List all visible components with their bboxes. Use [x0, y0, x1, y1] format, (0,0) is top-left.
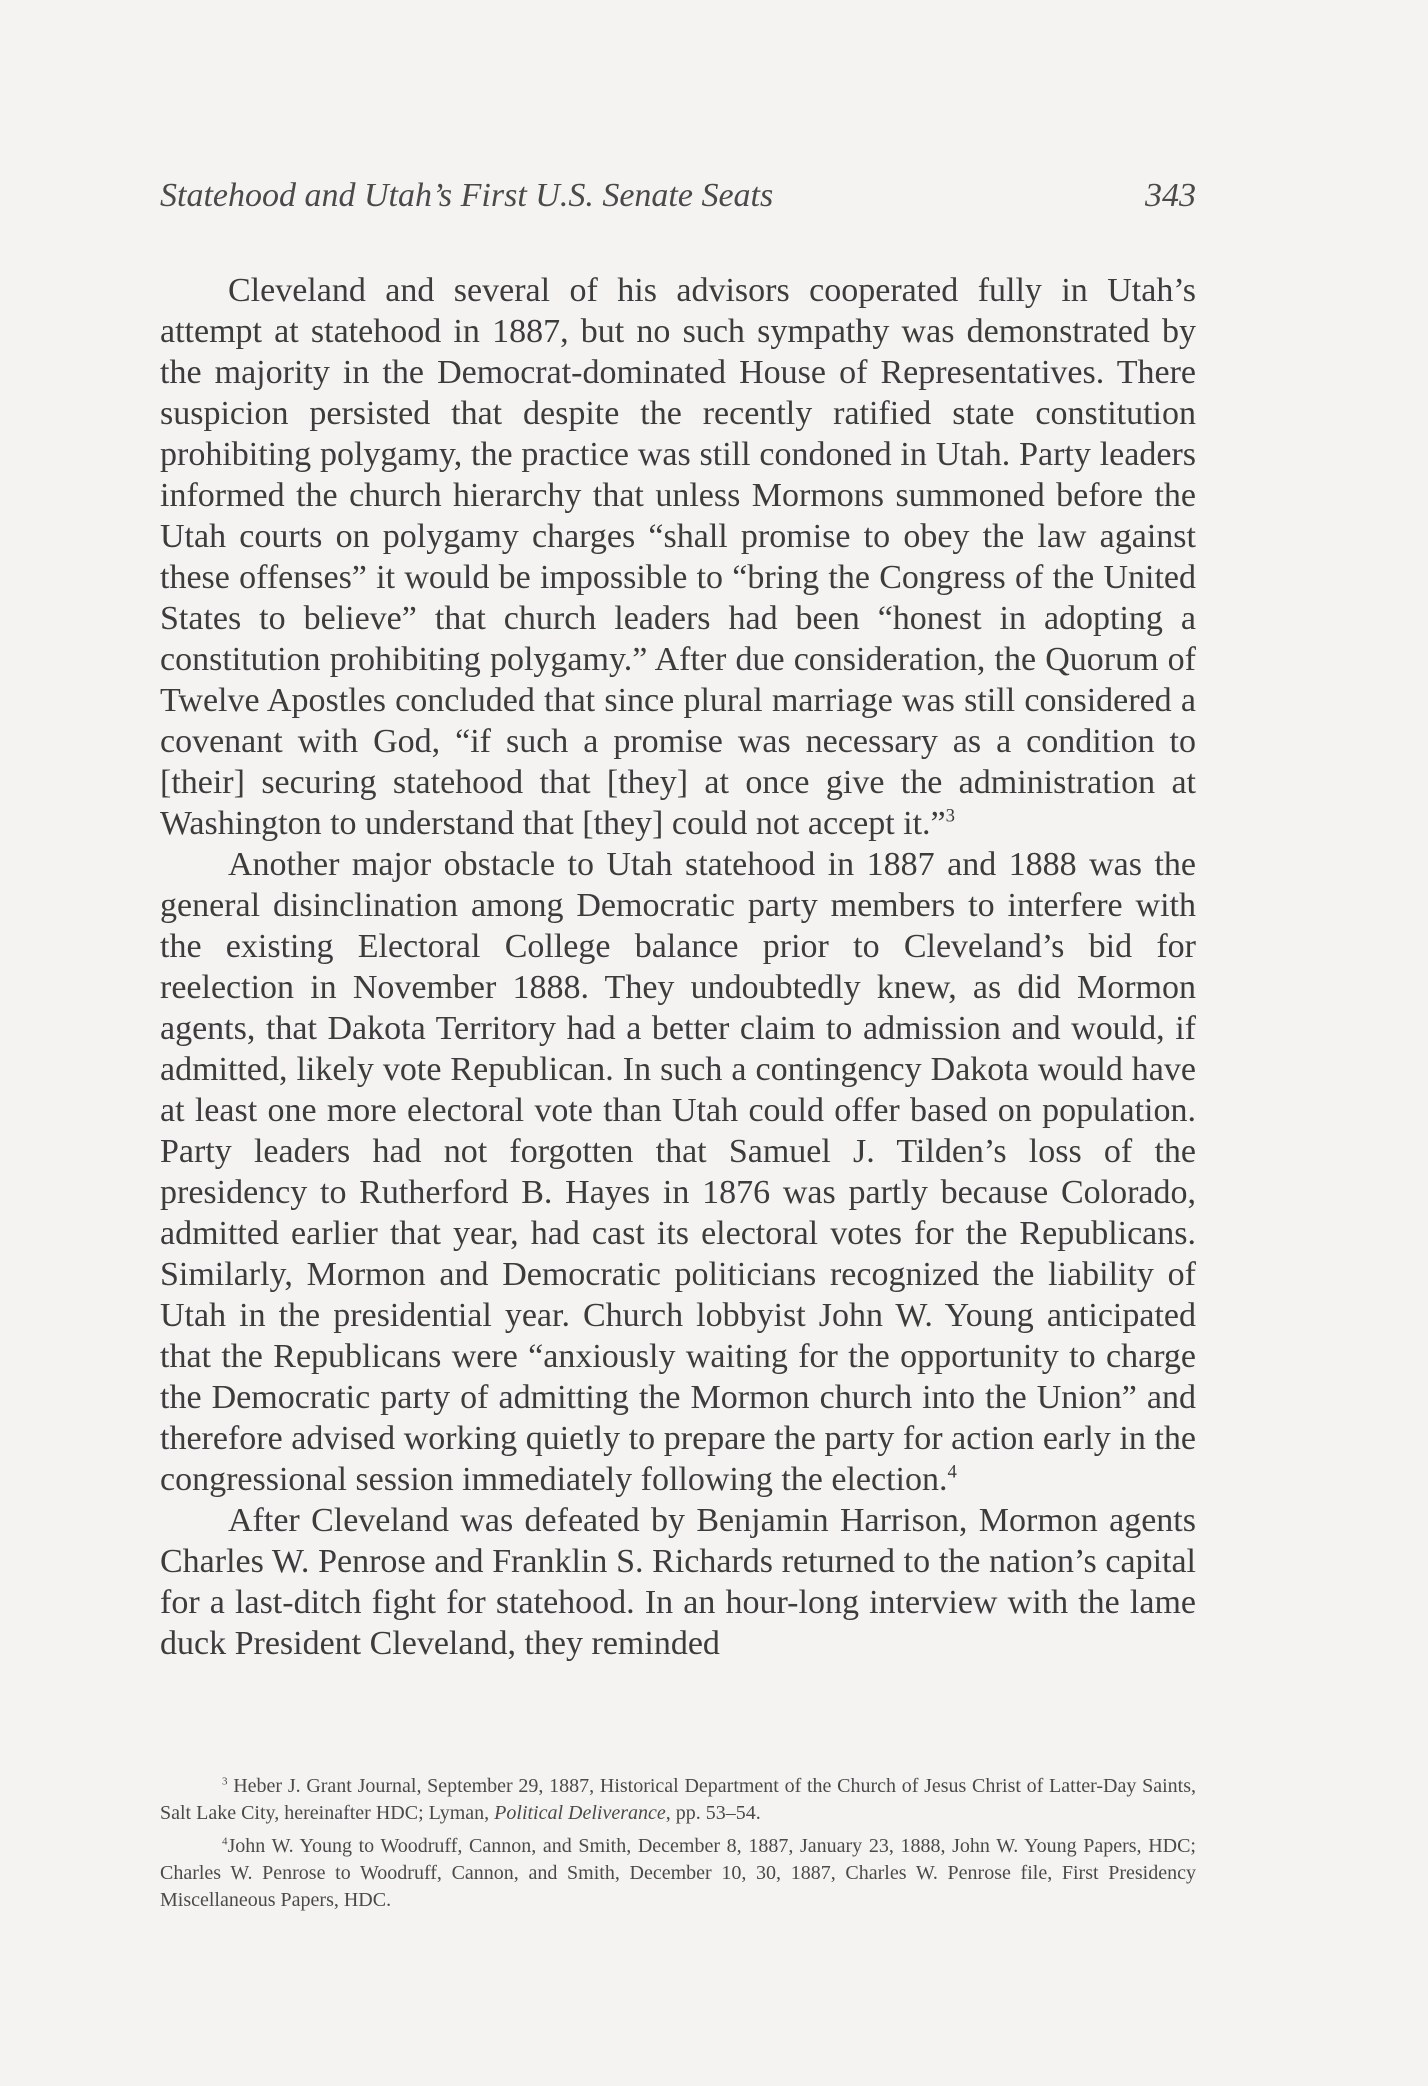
footnotes — [160, 1773, 1196, 1920]
footnote-reference: 4 — [947, 1461, 957, 1483]
footnote — [160, 1833, 1196, 1914]
running-head-title: Statehood and Utah’s First U.S. Senate Seats — [160, 177, 774, 214]
footnote-number: 3 — [222, 1775, 228, 1788]
paragraph — [160, 270, 1196, 844]
footnote-italic-title: Political Deliverance — [494, 1802, 666, 1824]
running-head — [160, 172, 1196, 220]
paragraph — [160, 844, 1196, 1500]
footnote-text-end: , pp. 53–54. — [665, 1802, 761, 1824]
paragraph-text: After Cleveland was defeated by Benjamin Harrison, Mormon agents Charles W. Penrose and Franklin S. Richards returned to the nation’s capital for a last-ditch fight for statehood. In an hour-long interview with the lame duck President Cleveland, they reminded — [160, 1502, 1196, 1662]
paragraph — [160, 1500, 1196, 1664]
body-text — [160, 270, 1196, 1664]
footnote — [160, 1773, 1196, 1827]
footnote-reference: 3 — [945, 805, 955, 827]
footnote-text: John W. Young to Woodruff, Cannon, and Smith, December 8, 1887, January 23, 1888, John W. Young Papers, HDC; Charles W. Penrose to Woodruff, Cannon, and Smith, December 10, 30, 1887, Charles W. Penrose file, First Presidency Miscellaneous Papers, HDC. — [160, 1835, 1196, 1911]
book-page — [160, 0, 1196, 2086]
paragraph-text: Another major obstacle to Utah statehood in 1887 and 1888 was the general disinclination among Democratic party members to interfere with the existing Electoral College balance prior to Cleveland’s bid for reelection in November 1888. They undoubtedly knew, as did Mormon agents, that Dakota Territory had a better claim to admission and would, if admitted, likely vote Republican. In such a contingency Dakota would have at least one more electoral vote than Utah could offer based on population. Party leaders had not forgotten that Samuel J. Tilden’s loss of the presidency to Rutherford B. Hayes in 1876 was partly because Colorado, admitted earlier that year, had cast its electoral votes for the Republicans. Similarly, Mormon and Democratic politicians recognized the liability of Utah in the presidential year. Church lobbyist John W. Young anticipated that the Republicans were “anxiously waiting for the opportunity to charge the Democratic party of admitting the Mormon church into the Union” and therefore advised working quietly to prepare the party for action early in the congressional session immediately following the election. — [160, 846, 1196, 1498]
footnote-number: 4 — [222, 1835, 228, 1848]
page-number: 343 — [1145, 177, 1196, 214]
paragraph-text: Cleveland and several of his advisors cooperated fully in Utah’s attempt at statehood in 1887, but no such sympathy was demonstrated by the majority in the Democrat-dominated House of Representatives. There suspicion persisted that despite the recently ratified state constitution prohibiting polygamy, the practice was still condoned in Utah. Party leaders informed the church hierarchy that unless Mormons summoned before the Utah courts on polygamy charges “shall promise to obey the law against these offenses” it would be impossible to “bring the Congress of the United States to believe” that church leaders had been “honest in adopting a constitution prohibiting polygamy.” After due consideration, the Quorum of Twelve Apostles concluded that since plural marriage was still considered a covenant with God, “if such a promise was necessary as a condition to [their] securing statehood that [they] at once give the administration at Washington to understand that [they] could not accept it.” — [160, 272, 1196, 842]
footnote-text: Heber J. Grant Journal, September 29, 1887, Historical Department of the Church of Jesus Christ of Latter-Day Saints, Salt Lake City, hereinafter HDC; Lyman, — [160, 1775, 1197, 1824]
